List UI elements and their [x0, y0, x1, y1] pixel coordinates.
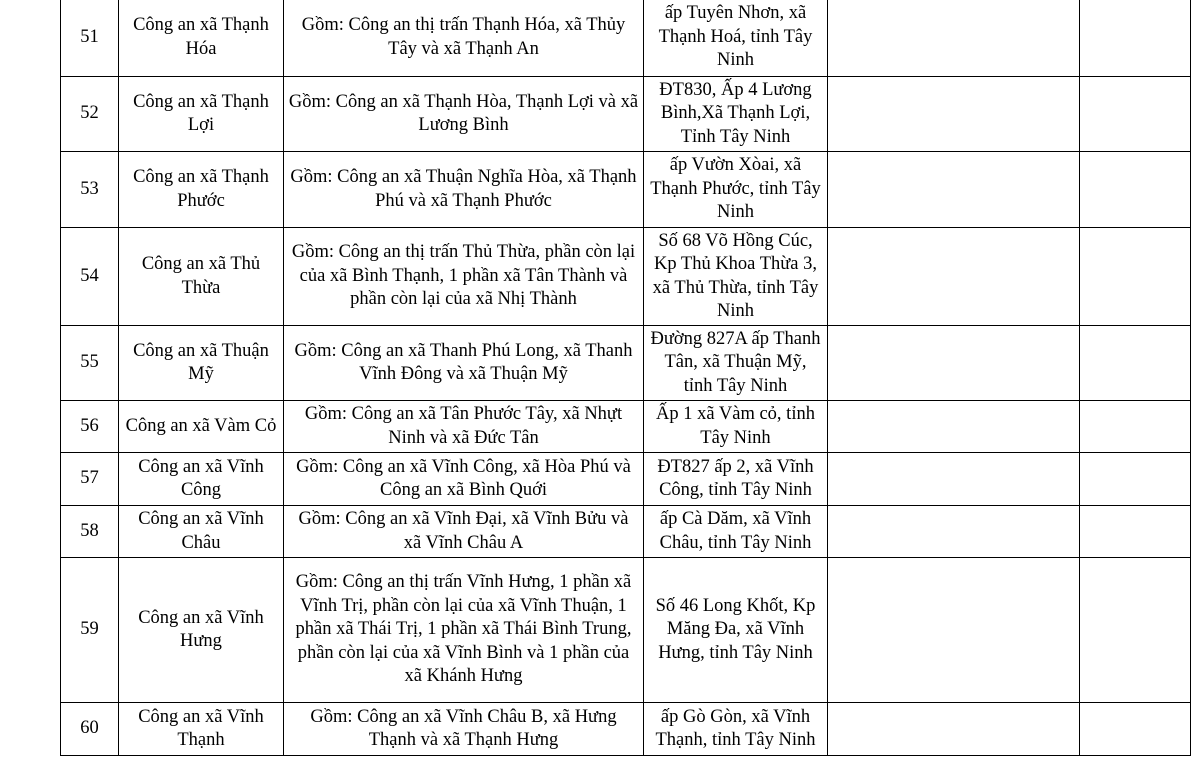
- table-row: [61, 401, 1191, 453]
- police-unit-name: Công an xã Vàm Cỏ: [119, 401, 284, 453]
- police-unit-name: Công an xã Thạnh Lợi: [119, 77, 284, 152]
- empty-cell: [1080, 326, 1191, 401]
- merged-units: Gồm: Công an xã Tân Phước Tây, xã Nhựt Ninh và xã Đức Tân: [284, 401, 644, 453]
- table-row: [61, 453, 1191, 506]
- row-number: 51: [61, 0, 119, 77]
- table-row: [61, 77, 1191, 152]
- police-unit-name: Công an xã Thạnh Phước: [119, 152, 284, 228]
- merged-units: Gồm: Công an xã Thạnh Hòa, Thạnh Lợi và xã Lương Bình: [284, 77, 644, 152]
- table-row: [61, 152, 1191, 228]
- unit-address: Đường 827A ấp Thanh Tân, xã Thuận Mỹ, tỉnh Tây Ninh: [644, 326, 828, 401]
- empty-cell: [828, 703, 1080, 756]
- police-unit-name: Công an xã Thủ Thừa: [119, 228, 284, 326]
- merged-units: Gồm: Công an thị trấn Thạnh Hóa, xã Thủy Tây và xã Thạnh An: [284, 0, 644, 77]
- police-unit-name: Công an xã Thạnh Hóa: [119, 0, 284, 77]
- merged-units: Gồm: Công an xã Vĩnh Công, xã Hòa Phú và Công an xã Bình Quới: [284, 453, 644, 506]
- merged-units: Gồm: Công an xã Thanh Phú Long, xã Thanh Vĩnh Đông và xã Thuận Mỹ: [284, 326, 644, 401]
- empty-cell: [1080, 703, 1191, 756]
- merged-units: Gồm: Công an xã Vĩnh Đại, xã Vĩnh Bửu và xã Vĩnh Châu A: [284, 506, 644, 558]
- empty-cell: [828, 506, 1080, 558]
- table-row: [61, 703, 1191, 756]
- merged-units: Gồm: Công an thị trấn Thủ Thừa, phần còn lại của xã Bình Thạnh, 1 phần xã Tân Thành và phần còn lại của xã Nhị Thành: [284, 228, 644, 326]
- unit-address: ấp Gò Gòn, xã Vĩnh Thạnh, tỉnh Tây Ninh: [644, 703, 828, 756]
- row-number: 52: [61, 77, 119, 152]
- merged-units: Gồm: Công an xã Vĩnh Châu B, xã Hưng Thạnh và xã Thạnh Hưng: [284, 703, 644, 756]
- empty-cell: [828, 228, 1080, 326]
- police-unit-name: Công an xã Vĩnh Công: [119, 453, 284, 506]
- empty-cell: [1080, 558, 1191, 703]
- empty-cell: [828, 401, 1080, 453]
- empty-cell: [1080, 152, 1191, 228]
- empty-cell: [828, 558, 1080, 703]
- unit-address: Số 68 Võ Hồng Cúc, Kp Thủ Khoa Thừa 3, xã Thủ Thừa, tỉnh Tây Ninh: [644, 228, 828, 326]
- unit-address: ấp Vườn Xòai, xã Thạnh Phước, tỉnh Tây Ninh: [644, 152, 828, 228]
- row-number: 53: [61, 152, 119, 228]
- row-number: 59: [61, 558, 119, 703]
- row-number: 58: [61, 506, 119, 558]
- unit-address: ấp Tuyên Nhơn, xã Thạnh Hoá, tỉnh Tây Ninh: [644, 0, 828, 77]
- table-row: [61, 0, 1191, 77]
- table-row: [61, 506, 1191, 558]
- empty-cell: [828, 77, 1080, 152]
- row-number: 55: [61, 326, 119, 401]
- empty-cell: [1080, 453, 1191, 506]
- empty-cell: [828, 326, 1080, 401]
- table-row: [61, 228, 1191, 326]
- empty-cell: [1080, 77, 1191, 152]
- row-number: 54: [61, 228, 119, 326]
- row-number: 57: [61, 453, 119, 506]
- unit-address: Ấp 1 xã Vàm cỏ, tỉnh Tây Ninh: [644, 401, 828, 453]
- empty-cell: [1080, 401, 1191, 453]
- unit-address: ĐT827 ấp 2, xã Vĩnh Công, tỉnh Tây Ninh: [644, 453, 828, 506]
- empty-cell: [828, 0, 1080, 77]
- police-unit-name: Công an xã Thuận Mỹ: [119, 326, 284, 401]
- row-number: 56: [61, 401, 119, 453]
- empty-cell: [828, 453, 1080, 506]
- police-unit-name: Công an xã Vĩnh Thạnh: [119, 703, 284, 756]
- police-unit-name: Công an xã Vĩnh Châu: [119, 506, 284, 558]
- police-unit-name: Công an xã Vĩnh Hưng: [119, 558, 284, 703]
- merged-units: Gồm: Công an thị trấn Vĩnh Hưng, 1 phần xã Vĩnh Trị, phần còn lại của xã Vĩnh Thuận, 1 phần xã Thái Trị, 1 phần xã Thái Bình Trung, phần còn lại của xã Vĩnh Bình và 1 phần của xã Khánh Hưng: [284, 558, 644, 703]
- commune-police-table: [60, 0, 1191, 756]
- unit-address: ấp Cà Dăm, xã Vĩnh Châu, tỉnh Tây Ninh: [644, 506, 828, 558]
- empty-cell: [828, 152, 1080, 228]
- empty-cell: [1080, 506, 1191, 558]
- empty-cell: [1080, 0, 1191, 77]
- row-number: 60: [61, 703, 119, 756]
- merged-units: Gồm: Công an xã Thuận Nghĩa Hòa, xã Thạnh Phú và xã Thạnh Phước: [284, 152, 644, 228]
- unit-address: ĐT830, Ấp 4 Lương Bình,Xã Thạnh Lợi, Tỉnh Tây Ninh: [644, 77, 828, 152]
- table-row: [61, 558, 1191, 703]
- table-row: [61, 326, 1191, 401]
- empty-cell: [1080, 228, 1191, 326]
- unit-address: Số 46 Long Khốt, Kp Măng Đa, xã Vĩnh Hưng, tỉnh Tây Ninh: [644, 558, 828, 703]
